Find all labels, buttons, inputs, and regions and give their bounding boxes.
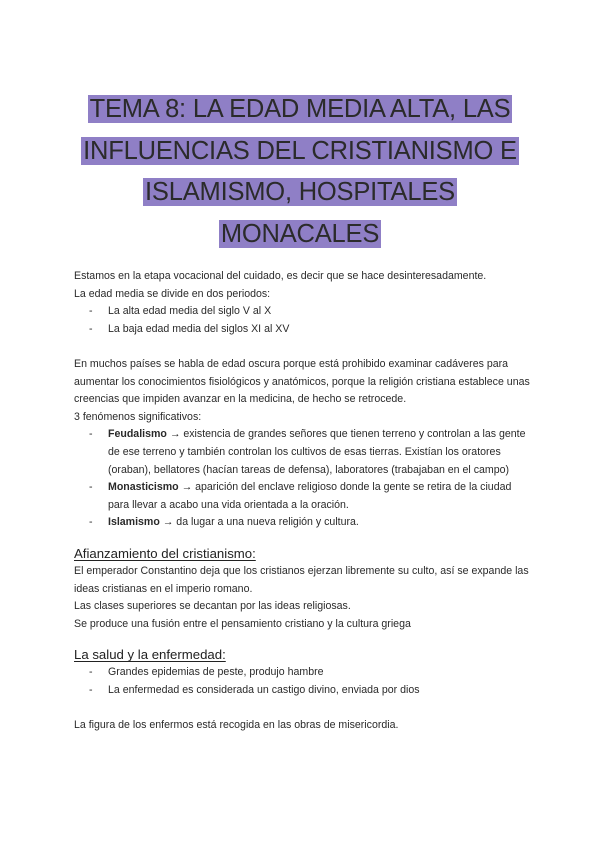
list-item: - La enfermedad es considerada un castigo divino, enviada por dios [74,682,534,700]
title-line: MONACALES [220,219,380,248]
term-label: Islamismo [108,516,160,529]
phenomena-intro: 3 fenómenos significativos: [74,410,202,423]
term-label: Monasticismo [108,481,179,494]
title-line: INFLUENCIAS DEL CRISTIANISMO E [83,136,517,165]
section1-paragraph: Las clases superiores se decantan por las ideas religiosas. [74,600,351,613]
list-item [74,426,534,479]
health-list [74,664,534,699]
document-body [74,268,534,735]
periods-intro: La edad media se divide en dos periodos: [74,287,271,300]
phenomena-list [74,426,534,532]
periods-list [74,303,534,338]
list-item: - La alta edad media del siglo V al X [74,303,534,321]
dark-age-paragraph: En muchos países se habla de edad oscura porque está prohibido examinar cadáveres para aumentar los conocimientos fisiológicos y anatómicos, porque la religión cristiana establece unas creencias que impiden avanzar en la medicina, de hecho se retrocede. [74,357,530,406]
term-description: → aparición del enclave religioso donde la gente se retira de la ciudad para llevar a acabo una vida orientada a la oración. [108,481,512,511]
section-heading-christianity: Afianzamiento del cristianismo: [74,545,256,561]
section1-paragraph: El emperador Constantino deja que los cristianos ejerzan libremente su culto, así se expande las ideas cristianas en el imperio romano. [74,564,529,595]
section2-paragraph: La figura de los enfermos está recogida en las obras de misericordia. [74,719,399,732]
term-description: → existencia de grandes señores que tienen terreno y controlan a las gente de ese terreno y también controlan los cultivos de esas tierras. Existían los oratores (oraban), bellatores (hacían tareas de defensa), laboratores (trabajaban en el campo) [108,428,526,476]
section-heading-health: La salud y la enfermedad: [74,647,226,663]
intro-paragraph: Estamos en la etapa vocacional del cuidado, es decir que se hace desinteresadamente. [74,270,487,282]
list-item [74,479,534,514]
section1-paragraph: Se produce una fusión entre el pensamiento cristiano y la cultura griega [74,617,411,630]
list-item: - La baja edad media del siglos XI al XV [74,321,534,339]
title-line: TEMA 8: LA EDAD MEDIA ALTA, LAS [89,95,511,124]
list-item [74,514,534,532]
term-label: Feudalismo [108,428,167,441]
term-description: → da lugar a una nueva religión y cultura. [159,516,359,529]
document-title [0,89,600,255]
title-line: ISLAMISMO, HOSPITALES [145,178,455,207]
list-item: - Grandes epidemias de peste, produjo hambre [74,664,534,682]
